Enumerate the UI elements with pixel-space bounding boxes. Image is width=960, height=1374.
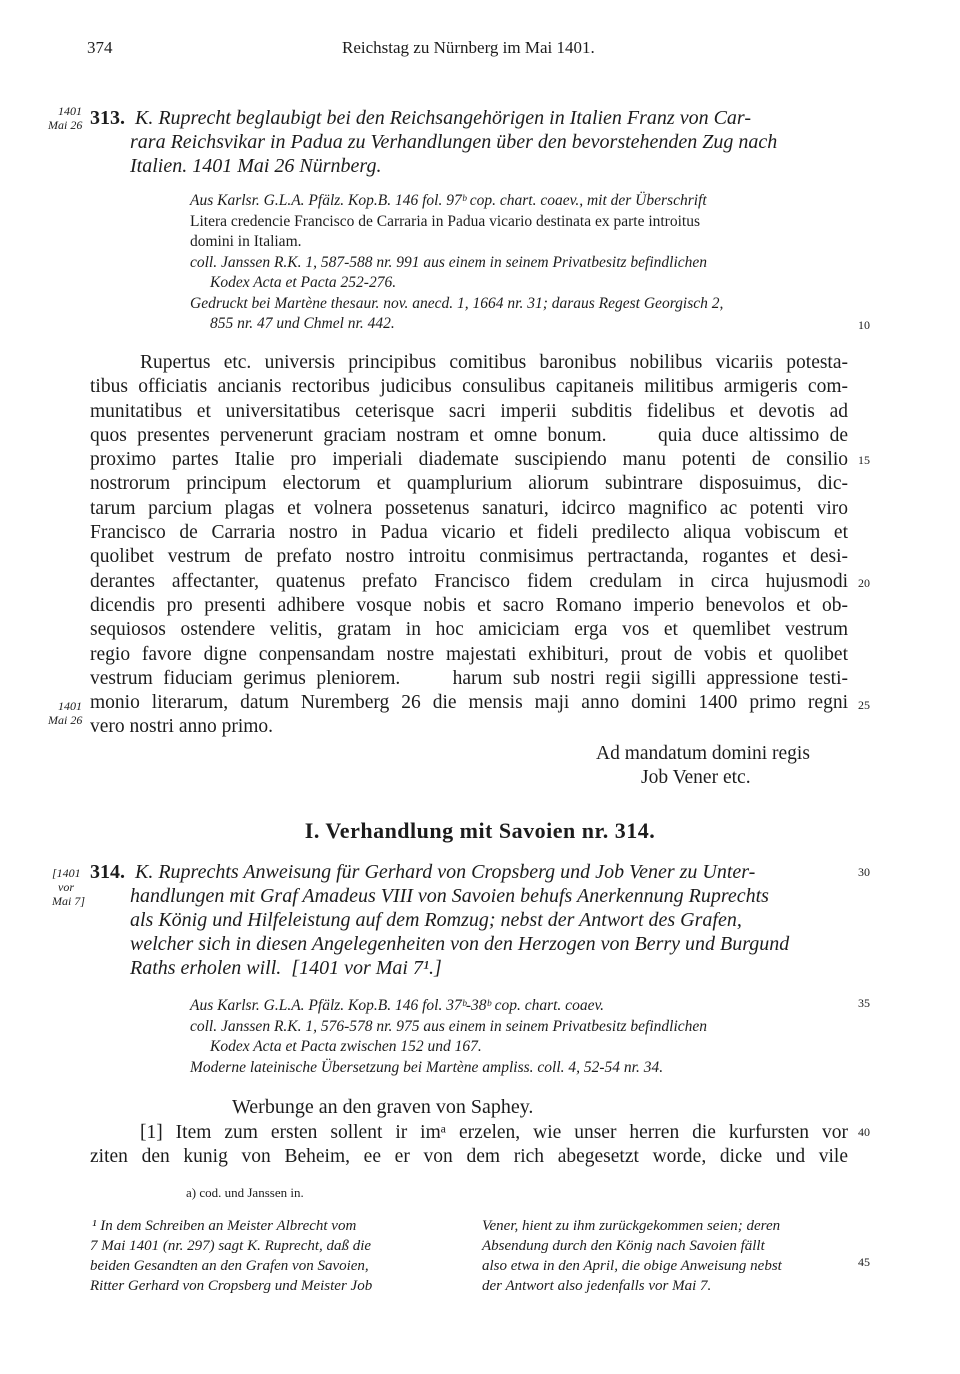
regest-line: Raths erholen will. [1401 vor Mai 7¹.] [130, 957, 442, 979]
footnote-line: Absendung durch den König nach Savoien fällt [482, 1238, 765, 1254]
text-line: regio favore digne conpensandam nostre majestati exhibituri, prout de vobis et quolibet [90, 643, 848, 665]
margin-date-314 [52, 866, 85, 908]
margin-date-day: Mai 26 [48, 713, 83, 727]
footnote-1-right [482, 1216, 852, 1296]
text-line: monio literarum, datum Nuremberg 26 die mensis maji anno domini 1400 primo regni [90, 692, 848, 714]
text-314 [90, 1121, 848, 1170]
source-line: Kodex Acta et Pacta zwischen 152 und 167. [210, 1038, 482, 1055]
line-number: 25 [858, 698, 870, 712]
footnote-line: also etwa in den April, die obige Anweisung nebst [482, 1258, 782, 1274]
running-title: Reichstag zu Nürnberg im Mai 1401. [342, 38, 595, 57]
text-line: quos presentes pervenerunt graciam nostram et omne bonum. quia duce altissimo de [90, 424, 848, 446]
margin-date-vor: vor [58, 880, 74, 894]
margin-date-day: Mai 26 [48, 118, 83, 132]
text-line: quolibet vestrum de prefato nostro introitu conmisimus pertractanda, rogantes et desi- [90, 546, 848, 568]
line-number: 45 [858, 1255, 870, 1269]
regest-line: K. Ruprechts Anweisung für Gerhard von Cropsberg und Job Vener zu Unter- [135, 861, 756, 883]
text-line: tibus officiatis ancianis rectoribus judicibus consulibus capitaneis militibus armigeris com- [90, 376, 848, 398]
regest-line: Italien. 1401 Mai 26 Nürnberg. [130, 155, 382, 177]
margin-date-day: Mai 7] [52, 894, 85, 908]
section-heading: I. Verhandlung mit Savoien nr. 314. [304, 818, 656, 843]
text-line: munitatibus et universitatibus ceterisque sacri imperii subditis fidelibus et devotis ad [90, 400, 848, 422]
variant-footnote-a: a) cod. und Janssen in. [186, 1185, 304, 1200]
margin-date-313 [48, 104, 83, 132]
source-line: Litera credencie Francisco de Carraria in Padua vicario destinata ex parte introitus [190, 212, 700, 230]
closing-line: Job Vener etc. [641, 767, 751, 788]
source-line: coll. Janssen R.K. 1, 587-588 nr. 991 aus einem in seinem Privatbesitz befindlichen [190, 253, 708, 271]
source-313 [190, 191, 848, 335]
regest-line: rara Reichsvikar in Padua zu Verhandlungen über den bevorstehenden Zug nach [130, 131, 778, 153]
regest-line: handlungen mit Graf Amadeus VIII von Savoien behufs Anerkennung Ruprechts [130, 885, 769, 907]
text-line: proximo partes Italie pro imperiali diademate suscipiendo manu potenti de consilio [90, 449, 848, 471]
line-number: 15 [858, 453, 870, 467]
source-line: domini in Italiam. [190, 233, 302, 250]
text-313 [90, 351, 848, 740]
margin-date-year: 1401 [58, 699, 82, 713]
source-line: coll. Janssen R.K. 1, 576-578 nr. 975 aus einem in seinem Privatbesitz befindlichen [190, 1017, 708, 1035]
page-number: 374 [87, 38, 113, 57]
footnote-line: Ritter Gerhard von Cropsberg und Meister Job [90, 1278, 373, 1294]
margin-date-year: 1401 [58, 104, 82, 118]
source-line: Moderne lateinische Übersetzung bei Martène ampliss. coll. 4, 52-54 nr. 34. [190, 1058, 664, 1076]
footnote-line: beiden Gesandten an den Grafen von Savoien, [90, 1258, 369, 1274]
regest-line: K. Ruprecht beglaubigt bei den Reichsangehörigen in Italien Franz von Car- [135, 107, 751, 129]
line-number: 10 [858, 318, 870, 332]
margin-date-year: [1401 [52, 866, 81, 880]
line-number: 35 [858, 996, 870, 1010]
source-line: Kodex Acta et Pacta 252-276. [210, 274, 397, 291]
text-line: vestrum fiduciam gerimus pleniorem. harum sub nostri regii sigilli appressione testi- [90, 667, 848, 689]
text-line: vero nostri anno primo. [90, 716, 274, 738]
source-line: Aus Karlsr. G.L.A. Pfälz. Kop.B. 146 fol. 37ᵇ-38ᵇ cop. chart. coaev. [190, 997, 605, 1014]
text-line: Francisco de Carraria nostro in Padua vicario et fideli predilecto aliqua vobiscum et [90, 522, 848, 544]
closing-line: Ad mandatum domini regis [596, 743, 810, 764]
text-line: sequiosos ostendere velitis, gratam in hoc amiciciam erga vos et quemlibet vestrum [90, 619, 848, 641]
line-number: 30 [858, 865, 870, 879]
text-line: Rupertus etc. universis principibus comitibus baronibus nobilibus vicariis potesta- [140, 352, 848, 373]
text-line: ziten den kunig von Beheim, ee er von dem rich abegesetzt worde, dicke und vile [90, 1146, 848, 1168]
source-line: 855 nr. 47 und Chmel nr. 442. [210, 315, 395, 332]
regest-line: als König und Hilfeleistung auf dem Romzug; nebst der Antwort des Grafen, [130, 909, 742, 931]
closing-313 [596, 742, 810, 790]
text-line: tarum parcium plagas et volnera possetenus sanaturi, idcirco magnifico ac potenti viro [90, 497, 848, 519]
footnote-line: 7 Mai 1401 (nr. 297) sagt K. Ruprecht, daß die [90, 1238, 372, 1254]
margin-date-313-end [48, 699, 83, 727]
source-line: Gedruckt bei Martène thesaur. nov. anecd. 1, 1664 nr. 31; daraus Regest Georgisch 2, [190, 294, 724, 312]
text-line: dicendis pro presenti adhibere vosque nobis et sacro Romano imperio benevolos et ob- [90, 594, 848, 616]
document-number-313: 313. [90, 107, 125, 129]
regest-line: welcher sich in diesen Angelegenheiten von den Herzogen von Berry und Burgund [130, 933, 790, 955]
document-number-314: 314. [90, 861, 125, 883]
text-line: [1] Item zum ersten sollent ir imᵃ erzelen, wie unser herren die kurfursten vor [140, 1122, 848, 1143]
footnote-line: Vener, hient zu ihm zurückgekommen seien; deren [482, 1218, 781, 1234]
document-subtitle: Werbunge an den graven von Saphey. [232, 1096, 534, 1118]
regest-314 [90, 860, 848, 980]
text-line: nostrorum principum electorum et quamplurium aliorum subintrare disposuimus, dic- [90, 473, 848, 495]
line-number: 20 [858, 576, 870, 590]
source-line: Aus Karlsr. G.L.A. Pfälz. Kop.B. 146 fol. 97ᵇ cop. chart. coaev., mit der Überschrift [190, 192, 707, 209]
text-line: derantes affectanter, quatenus prefato Francisco fidem credulam in circa hujusmodi [90, 570, 848, 592]
footnote-line: der Antwort also jedenfalls vor Mai 7. [482, 1278, 712, 1294]
regest-313 [90, 106, 848, 178]
source-314 [190, 996, 848, 1078]
footnote-line: ¹ In dem Schreiben an Meister Albrecht vom [92, 1218, 357, 1234]
line-number: 40 [858, 1125, 870, 1139]
footnote-1-left [90, 1216, 460, 1296]
